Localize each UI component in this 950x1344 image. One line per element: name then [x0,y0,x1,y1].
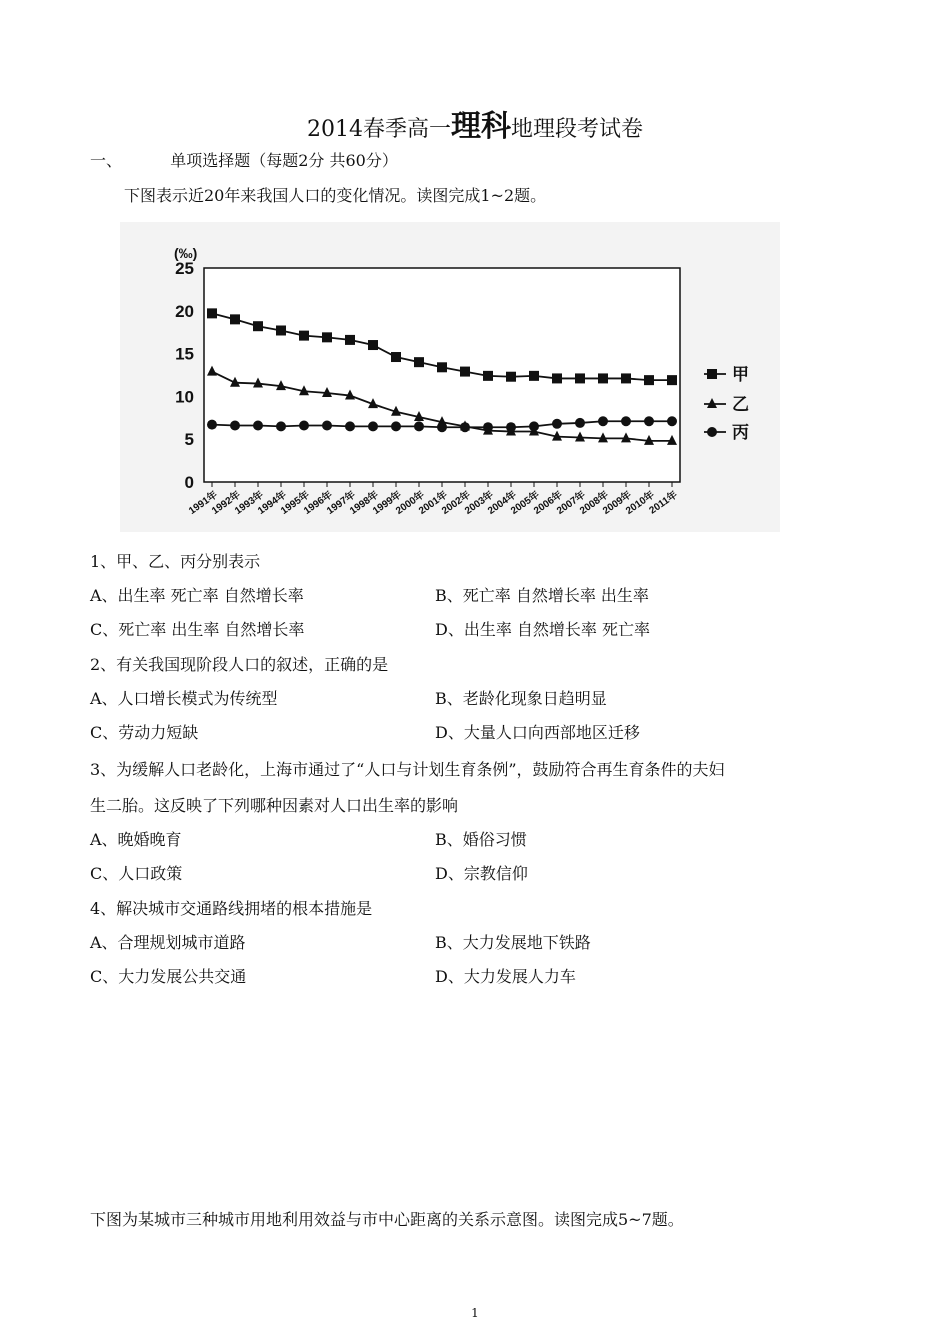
data-point-series-3 [644,416,654,426]
title-emphasis: 理科 [450,109,511,144]
data-point-series-3 [207,420,217,430]
legend-label: 丙 [732,423,749,443]
x-tick-label: 1995年 [278,489,312,517]
y-tick-label: 10 [175,387,194,407]
q2-option-d[interactable]: D、大量人口向西部地区迁移 [435,723,640,742]
data-point-series-3 [575,418,585,428]
data-point-series-3 [460,422,470,432]
q3-option-d[interactable]: D、宗教信仰 [435,864,528,883]
data-point-series-1 [506,372,516,382]
q1-stem: 1、甲、乙、丙分别表示 [90,552,261,571]
data-point-series-3 [322,421,332,431]
q3-stem-line2: 生二胎。这反映了下列哪种因素对人口出生率的影响 [90,796,459,815]
x-tick-label: 2001年 [416,489,450,517]
y-axis-unit: (‰) [174,245,198,261]
x-tick-label: 1999年 [370,489,404,517]
x-tick-label: 2009年 [600,489,634,517]
q4-stem: 4、解决城市交通路线拥堵的根本措施是 [90,899,373,918]
data-point-series-1 [230,314,240,324]
x-tick-label: 2002年 [439,489,473,517]
data-point-series-1 [322,332,332,342]
legend-marker [707,427,717,437]
data-point-series-1 [575,373,585,383]
data-point-series-1 [368,340,378,350]
q2-stem: 2、有关我国现阶段人口的叙述，正确的是 [90,655,389,674]
data-point-series-3 [253,421,263,431]
x-tick-label: 2007年 [554,489,588,517]
q2-option-b[interactable]: B、老龄化现象日趋明显 [435,689,607,708]
population-chart [120,222,780,532]
title-suffix: 地理段考试卷 [510,117,643,142]
data-point-series-1 [276,325,286,335]
data-point-series-1 [414,357,424,367]
x-tick-label: 2004年 [485,489,519,517]
x-tick-label: 1993年 [232,489,266,517]
q3-option-a[interactable]: A、晚婚晚育 [90,830,182,849]
data-point-series-3 [552,419,562,429]
legend-label: 乙 [732,395,749,415]
x-tick-label: 1996年 [301,489,335,517]
page-title [0,110,950,147]
intro-1-2: 下图表示近20年来我国人口的变化情况。读图完成1~2题。 [124,186,547,205]
plot-frame [204,268,680,482]
data-point-series-1 [644,375,654,385]
data-point-series-3 [345,421,355,431]
y-tick-label: 0 [184,473,194,492]
data-point-series-1 [299,331,309,341]
data-point-series-1 [621,373,631,383]
q1-option-c[interactable]: C、死亡率 出生率 自然增长率 [90,620,305,639]
intro-5-7: 下图为某城市三种城市用地利用效益与市中心距离的关系示意图。读图完成5~7题。 [90,1210,684,1229]
data-point-series-3 [598,416,608,426]
data-point-series-3 [621,416,631,426]
y-tick-label: 25 [175,259,194,278]
x-tick-label: 1992年 [209,489,243,517]
q1-option-b[interactable]: B、死亡率 自然增长率 出生率 [435,586,649,605]
legend-label: 甲 [732,365,749,385]
x-tick-label: 1994年 [255,489,289,517]
q3-option-c[interactable]: C、人口政策 [90,864,183,883]
data-point-series-3 [483,422,493,432]
x-tick-label: 2003年 [462,489,496,517]
chart-axes [204,268,680,487]
data-point-series-1 [391,352,401,362]
q1-option-a[interactable]: A、出生率 死亡率 自然增长率 [90,586,304,605]
q4-option-c[interactable]: C、大力发展公共交通 [90,967,247,986]
data-point-series-1 [529,371,539,381]
x-tick-label: 1997年 [324,489,358,517]
data-point-series-3 [230,421,240,431]
data-point-series-3 [299,421,309,431]
data-point-series-3 [414,421,424,431]
data-point-series-3 [506,422,516,432]
x-tick-label: 2006年 [531,489,565,517]
data-point-series-1 [345,335,355,345]
q2-option-c[interactable]: C、劳动力短缺 [90,723,199,742]
data-point-series-3 [529,421,539,431]
data-point-series-3 [391,421,401,431]
data-point-series-3 [667,416,677,426]
q4-option-d[interactable]: D、大力发展人力车 [435,967,576,986]
x-tick-label: 2000年 [393,489,427,517]
x-tick-label: 2005年 [508,489,542,517]
page-number: 1 [471,1306,479,1320]
section-heading [90,150,398,172]
x-tick-label: 1998年 [347,489,381,517]
data-point-series-1 [253,321,263,331]
q1-option-d[interactable]: D、出生率 自然增长率 死亡率 [435,620,651,639]
q3-stem-line1: 3、为缓解人口老龄化，上海市通过了“人口与计划生育条例”，鼓励符合再生育条件的夫妇 [90,760,725,779]
data-point-series-3 [437,422,447,432]
data-point-series-1 [598,373,608,383]
title-prefix: 2014春季高一 [306,117,451,142]
y-tick-label: 20 [175,301,194,321]
data-point-series-1 [667,375,677,385]
section-label: 单项选择题（每题2分 共60分） [170,151,398,170]
data-point-series-1 [207,308,217,318]
q3-option-b[interactable]: B、婚俗习惯 [435,830,527,849]
section-number: 一、 [90,151,123,170]
data-point-series-3 [276,421,286,431]
q2-option-a[interactable]: A、人口增长模式为传统型 [90,689,278,708]
data-point-series-3 [368,421,378,431]
y-tick-label: 15 [175,344,194,364]
x-tick-label: 2010年 [623,489,657,517]
x-tick-label: 2011年 [647,489,680,517]
data-point-series-1 [460,367,470,377]
q4-option-a[interactable]: A、合理规划城市道路 [90,933,246,952]
legend-marker [707,369,717,379]
x-tick-label: 2008年 [577,489,611,517]
data-point-series-1 [437,362,447,372]
x-tick-label: 1991年 [186,489,220,517]
y-tick-label: 5 [184,430,194,450]
data-point-series-1 [552,373,562,383]
data-point-series-1 [483,371,493,381]
q4-option-b[interactable]: B、大力发展地下铁路 [435,933,591,952]
